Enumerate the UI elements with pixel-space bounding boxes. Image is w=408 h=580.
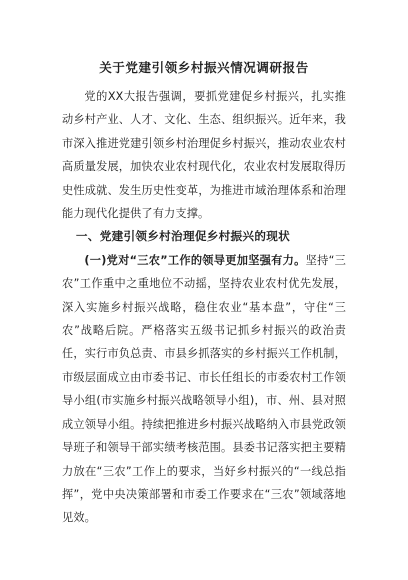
- intro-paragraph: 党的XX大报告强调，要抓党建促乡村振兴，扎实推动乡村产业、人才、文化、生态、组织振兴。近年来，我市深入推进党建引领乡村治理促乡村振兴，推动农业农村高质量发展，加快农业农村现代化，农业农村发展取得历史性成就、发生历史性变革，为推进市域治理体系和治理能力现代化提供了有力支撑。: [62, 90, 346, 221]
- subsection-heading: (一)党对“三农”工作的领导更加坚强有力。: [84, 253, 306, 267]
- subsection-paragraph: [62, 249, 346, 530]
- document-body: [62, 85, 346, 530]
- section-heading: 一、党建引领乡村治理促乡村振兴的现状: [75, 229, 290, 244]
- document-title: 关于党建引领乡村振兴情况调研报告: [99, 60, 309, 75]
- subsection-body: 坚持“三农”工作重中之重地位不动摇，坚持农业农村优先发展，深入实施乡村振兴战略，稳住农业“基本盘”，守住“三农”战略后院。严格落实五级书记抓乡村振兴的政治责任，实行市负总责、市县乡抓落实的乡村振兴工作机制，市级层面成立由市委书记、市长任组长的市委农村工作领导小组(市实施乡村振兴战略领导小组)，市、州、县对照成立领导小组。持续把推进乡村振兴战略纳入市县党政领导班子和领导干部实绩考核范围。县委书记落实把主要精力放在“三农”工作上的要求，当好乡村振兴的“一线总指挥”，党中央决策部署和市委工作要求在“三农”领域落地见效。: [62, 253, 346, 525]
